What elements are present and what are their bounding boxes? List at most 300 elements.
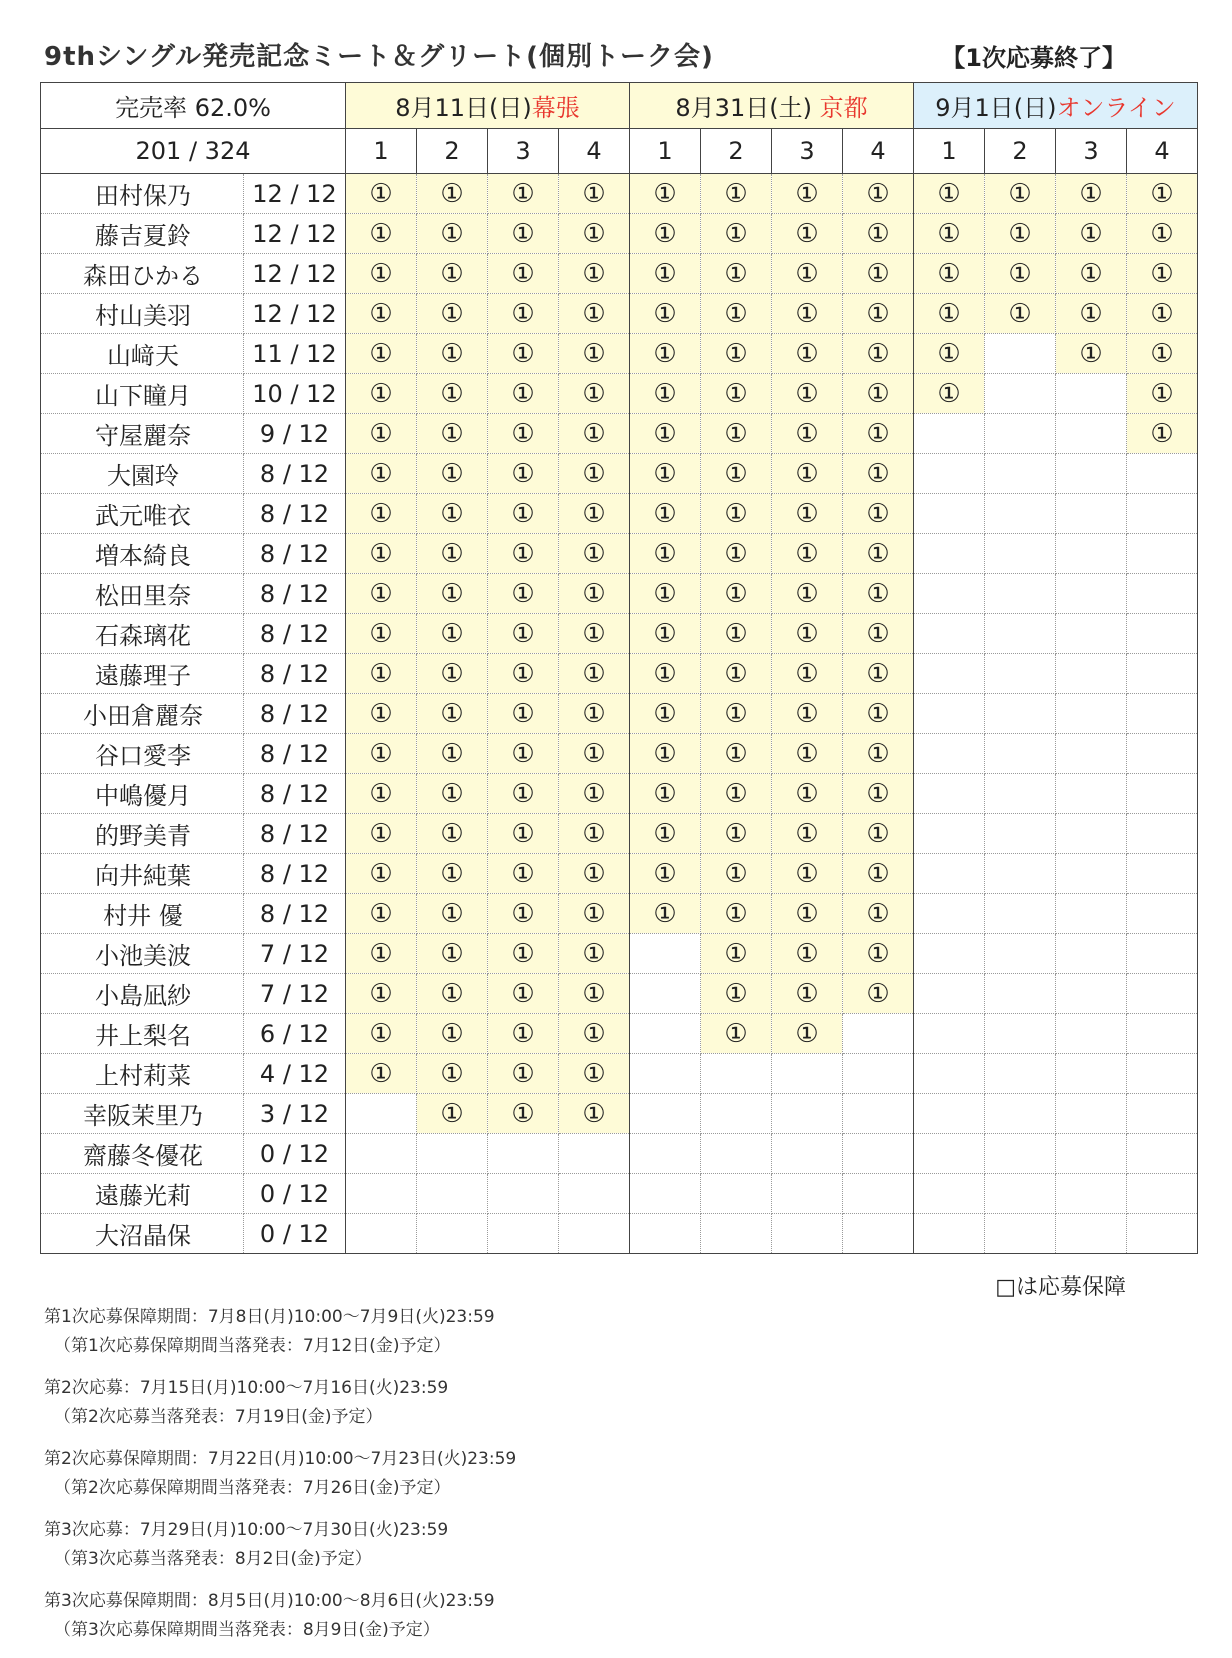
slot-cell — [772, 1174, 843, 1214]
slot-cell — [417, 1134, 488, 1174]
table-row — [41, 534, 1198, 574]
slot-cell: ① — [488, 494, 559, 534]
slot-cell: ① — [346, 334, 417, 374]
member-count: 12 / 12 — [244, 174, 346, 214]
note-announcement: （第3次応募当落発表：8月2日(金)予定） — [54, 1549, 372, 1569]
slot-cell: ① — [346, 934, 417, 974]
slot-cell: ① — [559, 934, 630, 974]
table-row — [41, 254, 1198, 294]
table-row — [41, 694, 1198, 734]
slot-cell — [914, 1214, 985, 1254]
table-row — [41, 1174, 1198, 1214]
part-label: 1 — [914, 129, 985, 174]
slot-cell — [1056, 534, 1127, 574]
slot-cell: ① — [488, 774, 559, 814]
slot-cell: ① — [346, 214, 417, 254]
table-row — [41, 574, 1198, 614]
slot-cell — [630, 1134, 701, 1174]
slot-cell — [985, 774, 1056, 814]
slot-cell — [346, 1134, 417, 1174]
slot-cell: ① — [701, 494, 772, 534]
date-text: 8月31日(土) — [675, 94, 820, 122]
slot-cell — [1127, 494, 1198, 534]
table-row — [41, 294, 1198, 334]
slot-cell — [1056, 774, 1127, 814]
slot-cell: ① — [630, 374, 701, 414]
slot-cell: ① — [488, 934, 559, 974]
slot-cell: ① — [559, 1054, 630, 1094]
member-name: 的野美青 — [41, 814, 244, 854]
slot-cell — [985, 734, 1056, 774]
slot-cell — [985, 1094, 1056, 1134]
header-row-parts — [41, 129, 1198, 174]
slot-cell: ① — [559, 534, 630, 574]
slot-cell: ① — [488, 174, 559, 214]
slot-cell: ① — [772, 654, 843, 694]
slot-cell — [843, 1054, 914, 1094]
slot-cell: ① — [417, 494, 488, 534]
slot-cell — [1056, 934, 1127, 974]
venue-text: 京都 — [819, 94, 868, 122]
date-text: 8月11日(日) — [395, 94, 532, 122]
note-period: 第3次応募：7月29日(月)10:00～7月30日(火)23:59 — [44, 1520, 449, 1540]
slot-cell: ① — [559, 214, 630, 254]
table-row — [41, 614, 1198, 654]
slot-cell: ① — [772, 334, 843, 374]
slot-cell: ① — [843, 574, 914, 614]
slot-cell: ① — [346, 1054, 417, 1094]
table-row — [41, 174, 1198, 214]
slot-cell — [985, 894, 1056, 934]
slot-cell — [914, 1134, 985, 1174]
slot-cell — [985, 1054, 1056, 1094]
member-count: 7 / 12 — [244, 934, 346, 974]
slot-cell: ① — [772, 454, 843, 494]
slot-cell — [843, 1094, 914, 1134]
slot-cell — [914, 934, 985, 974]
date-header-online — [914, 83, 1198, 129]
slot-cell: ① — [772, 374, 843, 414]
member-name: 森田ひかる — [41, 254, 244, 294]
slot-cell — [985, 494, 1056, 534]
slot-cell: ① — [1127, 334, 1198, 374]
note-announcement: （第1次応募保障期間当落発表：7月12日(金)予定） — [54, 1336, 451, 1356]
slot-cell — [1056, 1094, 1127, 1134]
slot-cell — [1056, 654, 1127, 694]
sellout-rate: 完売率 62.0% — [41, 83, 346, 129]
slot-cell: ① — [843, 414, 914, 454]
slot-cell: ① — [488, 534, 559, 574]
slot-cell: ① — [843, 654, 914, 694]
slot-cell: ① — [417, 294, 488, 334]
slot-cell — [914, 854, 985, 894]
slot-cell: ① — [559, 1014, 630, 1054]
slot-cell — [1056, 1214, 1127, 1254]
slot-cell — [630, 1094, 701, 1134]
slot-cell: ① — [417, 174, 488, 214]
slot-cell: ① — [346, 774, 417, 814]
part-label: 4 — [559, 129, 630, 174]
slot-cell: ① — [417, 1054, 488, 1094]
slot-cell — [914, 654, 985, 694]
slot-cell — [1127, 1214, 1198, 1254]
slot-cell: ① — [417, 854, 488, 894]
member-count: 11 / 12 — [244, 334, 346, 374]
slot-cell: ① — [630, 254, 701, 294]
slot-cell: ① — [772, 294, 843, 334]
slot-cell — [1127, 734, 1198, 774]
slot-cell: ① — [843, 774, 914, 814]
slot-cell: ① — [1056, 174, 1127, 214]
slot-cell: ① — [488, 254, 559, 294]
slot-cell: ① — [772, 574, 843, 614]
note-block — [44, 1516, 516, 1574]
slot-cell — [701, 1094, 772, 1134]
slot-cell: ① — [985, 174, 1056, 214]
slot-cell: ① — [1127, 254, 1198, 294]
member-count: 12 / 12 — [244, 254, 346, 294]
slot-cell: ① — [417, 734, 488, 774]
member-name: 守屋麗奈 — [41, 414, 244, 454]
member-name: 齋藤冬優花 — [41, 1134, 244, 1174]
member-name: 大沼晶保 — [41, 1214, 244, 1254]
slot-cell: ① — [843, 174, 914, 214]
slot-cell: ① — [488, 734, 559, 774]
table-row — [41, 374, 1198, 414]
slot-cell — [630, 1214, 701, 1254]
table-row — [41, 974, 1198, 1014]
slot-cell: ① — [772, 494, 843, 534]
slot-cell — [914, 894, 985, 934]
note-period: 第2次応募保障期間：7月22日(月)10:00～7月23日(火)23:59 — [44, 1449, 517, 1469]
slot-cell — [701, 1134, 772, 1174]
slot-cell: ① — [843, 294, 914, 334]
slot-cell: ① — [630, 334, 701, 374]
slot-cell: ① — [843, 694, 914, 734]
note-block — [44, 1303, 516, 1361]
table-row — [41, 854, 1198, 894]
slot-cell — [914, 974, 985, 1014]
slot-cell: ① — [914, 334, 985, 374]
table-row — [41, 934, 1198, 974]
slot-cell: ① — [843, 734, 914, 774]
page-title: 9thシングル発売記念ミート＆グリート(個別トーク会) — [44, 42, 714, 72]
member-count: 8 / 12 — [244, 734, 346, 774]
slot-cell — [914, 414, 985, 454]
slot-cell: ① — [914, 214, 985, 254]
note-announcement: （第2次応募当落発表：7月19日(金)予定） — [54, 1407, 383, 1427]
slot-cell: ① — [630, 534, 701, 574]
slot-cell: ① — [701, 414, 772, 454]
slot-cell: ① — [772, 1014, 843, 1054]
slot-cell: ① — [346, 174, 417, 214]
table-row — [41, 334, 1198, 374]
slot-cell: ① — [1127, 214, 1198, 254]
member-count: 8 / 12 — [244, 534, 346, 574]
slot-cell — [985, 694, 1056, 734]
slot-cell — [914, 1174, 985, 1214]
slot-cell — [985, 974, 1056, 1014]
slot-cell: ① — [346, 694, 417, 734]
slot-cell — [914, 614, 985, 654]
member-name: 井上梨名 — [41, 1014, 244, 1054]
slot-cell: ① — [346, 294, 417, 334]
slot-cell: ① — [417, 374, 488, 414]
slot-cell: ① — [346, 854, 417, 894]
slot-cell: ① — [1127, 374, 1198, 414]
slot-cell: ① — [630, 614, 701, 654]
note-announcement: （第2次応募保障期間当落発表：7月26日(金)予定） — [54, 1478, 451, 1498]
slot-cell — [985, 934, 1056, 974]
slot-cell — [914, 694, 985, 734]
slot-cell: ① — [701, 654, 772, 694]
slot-cell — [985, 654, 1056, 694]
slot-cell — [914, 1014, 985, 1054]
member-count: 8 / 12 — [244, 574, 346, 614]
member-count: 12 / 12 — [244, 214, 346, 254]
slot-cell: ① — [701, 1014, 772, 1054]
slot-cell: ① — [843, 934, 914, 974]
slot-cell: ① — [701, 454, 772, 494]
slot-cell: ① — [1127, 414, 1198, 454]
part-label: 2 — [701, 129, 772, 174]
slot-cell: ① — [559, 494, 630, 534]
member-name: 山下瞳月 — [41, 374, 244, 414]
slot-cell — [701, 1214, 772, 1254]
member-name: 小島凪紗 — [41, 974, 244, 1014]
slot-cell: ① — [914, 374, 985, 414]
member-count: 8 / 12 — [244, 814, 346, 854]
slot-cell: ① — [772, 614, 843, 654]
member-count: 8 / 12 — [244, 894, 346, 934]
slot-cell: ① — [346, 494, 417, 534]
table-row — [41, 814, 1198, 854]
slot-cell — [914, 574, 985, 614]
slot-cell — [630, 1174, 701, 1214]
slot-cell — [630, 934, 701, 974]
member-name: 向井純葉 — [41, 854, 244, 894]
note-period: 第1次応募保障期間：7月8日(月)10:00～7月9日(火)23:59 — [44, 1307, 495, 1327]
slot-cell — [985, 1174, 1056, 1214]
slot-cell: ① — [417, 454, 488, 494]
slot-cell — [417, 1214, 488, 1254]
slot-cell: ① — [772, 734, 843, 774]
slot-cell: ① — [559, 574, 630, 614]
part-label: 4 — [843, 129, 914, 174]
slot-cell — [843, 1214, 914, 1254]
slot-cell: ① — [488, 1094, 559, 1134]
slot-cell: ① — [417, 694, 488, 734]
slot-cell — [1127, 974, 1198, 1014]
note-period: 第2次応募：7月15日(月)10:00～7月16日(火)23:59 — [44, 1378, 449, 1398]
slot-cell — [1056, 854, 1127, 894]
slot-cell — [843, 1134, 914, 1174]
table-row — [41, 414, 1198, 454]
table-row — [41, 734, 1198, 774]
table-row — [41, 654, 1198, 694]
slot-cell: ① — [701, 774, 772, 814]
slot-cell: ① — [701, 614, 772, 654]
note-block — [44, 1445, 516, 1503]
slot-cell: ① — [914, 174, 985, 214]
slot-cell — [914, 734, 985, 774]
member-count: 8 / 12 — [244, 614, 346, 654]
member-name: 村井 優 — [41, 894, 244, 934]
slot-cell: ① — [914, 254, 985, 294]
slot-cell: ① — [488, 614, 559, 654]
slot-cell — [1127, 894, 1198, 934]
slot-cell — [985, 1134, 1056, 1174]
slot-cell: ① — [346, 734, 417, 774]
slot-cell: ① — [701, 934, 772, 974]
slot-cell — [488, 1214, 559, 1254]
slot-cell: ① — [985, 294, 1056, 334]
slot-cell — [630, 974, 701, 1014]
slot-cell: ① — [417, 574, 488, 614]
slot-cell — [1127, 934, 1198, 974]
slot-cell — [1127, 1014, 1198, 1054]
slot-cell: ① — [346, 414, 417, 454]
slot-cell — [1056, 814, 1127, 854]
member-name: 遠藤理子 — [41, 654, 244, 694]
slot-cell: ① — [772, 694, 843, 734]
slot-cell: ① — [559, 694, 630, 734]
slot-cell — [346, 1094, 417, 1134]
slot-cell: ① — [772, 254, 843, 294]
slot-cell — [346, 1174, 417, 1214]
slot-cell: ① — [985, 214, 1056, 254]
slot-cell: ① — [559, 254, 630, 294]
slot-cell: ① — [417, 774, 488, 814]
slot-cell: ① — [843, 974, 914, 1014]
slot-cell — [1056, 614, 1127, 654]
part-label: 2 — [417, 129, 488, 174]
slot-cell — [985, 414, 1056, 454]
slot-cell — [1056, 1014, 1127, 1054]
slot-cell: ① — [772, 414, 843, 454]
slot-cell: ① — [346, 614, 417, 654]
slot-cell: ① — [843, 894, 914, 934]
slot-cell: ① — [559, 374, 630, 414]
slot-cell: ① — [630, 854, 701, 894]
slot-cell — [985, 1014, 1056, 1054]
slot-cell — [417, 1174, 488, 1214]
part-label: 2 — [985, 129, 1056, 174]
slot-cell — [559, 1134, 630, 1174]
slot-cell: ① — [417, 654, 488, 694]
slot-cell: ① — [417, 254, 488, 294]
slot-cell: ① — [346, 894, 417, 934]
slot-cell: ① — [843, 374, 914, 414]
slot-cell — [843, 1174, 914, 1214]
member-count: 8 / 12 — [244, 694, 346, 734]
member-count: 3 / 12 — [244, 1094, 346, 1134]
slot-cell: ① — [630, 894, 701, 934]
slot-cell: ① — [417, 1094, 488, 1134]
slot-cell — [1127, 614, 1198, 654]
slot-cell — [772, 1134, 843, 1174]
slot-cell: ① — [417, 414, 488, 454]
slot-cell: ① — [843, 334, 914, 374]
slot-cell — [914, 774, 985, 814]
slot-cell — [1127, 854, 1198, 894]
venue-text: オンライン — [1056, 94, 1176, 122]
part-label: 3 — [772, 129, 843, 174]
slot-cell: ① — [488, 334, 559, 374]
slot-cell — [1127, 654, 1198, 694]
slot-cell: ① — [772, 894, 843, 934]
slot-cell — [985, 534, 1056, 574]
slot-cell: ① — [701, 574, 772, 614]
member-name: 増本綺良 — [41, 534, 244, 574]
slot-cell: ① — [843, 854, 914, 894]
slot-cell: ① — [1056, 254, 1127, 294]
slot-cell: ① — [488, 974, 559, 1014]
slot-cell: ① — [559, 854, 630, 894]
member-name: 上村莉菜 — [41, 1054, 244, 1094]
date-header-makuhari — [346, 83, 630, 129]
member-name: 谷口愛李 — [41, 734, 244, 774]
slot-cell — [985, 334, 1056, 374]
member-count: 10 / 12 — [244, 374, 346, 414]
slot-cell: ① — [488, 1014, 559, 1054]
member-name: 藤吉夏鈴 — [41, 214, 244, 254]
slot-cell — [1056, 414, 1127, 454]
member-name: 村山美羽 — [41, 294, 244, 334]
slot-cell: ① — [1056, 334, 1127, 374]
slot-cell: ① — [843, 814, 914, 854]
part-label: 4 — [1127, 129, 1198, 174]
member-count: 0 / 12 — [244, 1174, 346, 1214]
slot-cell: ① — [559, 414, 630, 454]
member-count: 8 / 12 — [244, 494, 346, 534]
slot-cell — [985, 854, 1056, 894]
slot-cell — [772, 1214, 843, 1254]
slot-cell: ① — [346, 574, 417, 614]
slot-cell: ① — [488, 454, 559, 494]
slot-cell — [559, 1174, 630, 1214]
slot-cell — [1127, 574, 1198, 614]
table-row — [41, 774, 1198, 814]
slot-cell — [985, 454, 1056, 494]
table-row — [41, 214, 1198, 254]
slot-cell — [914, 1094, 985, 1134]
member-count: 4 / 12 — [244, 1054, 346, 1094]
member-count: 6 / 12 — [244, 1014, 346, 1054]
slot-cell: ① — [417, 974, 488, 1014]
member-count: 7 / 12 — [244, 974, 346, 1014]
slot-cell: ① — [701, 374, 772, 414]
slot-cell: ① — [488, 414, 559, 454]
venue-text: 幕張 — [531, 94, 580, 122]
part-label: 3 — [488, 129, 559, 174]
slot-cell — [1127, 1134, 1198, 1174]
slot-cell: ① — [1056, 214, 1127, 254]
member-count: 0 / 12 — [244, 1214, 346, 1254]
member-name: 小池美波 — [41, 934, 244, 974]
slot-cell: ① — [559, 174, 630, 214]
slot-cell — [1056, 1054, 1127, 1094]
slot-cell — [1127, 694, 1198, 734]
slot-cell — [1127, 534, 1198, 574]
slot-cell — [1127, 454, 1198, 494]
status-label: 【1次応募終了】 — [941, 44, 1126, 72]
slot-cell: ① — [914, 294, 985, 334]
slot-cell: ① — [1127, 294, 1198, 334]
slot-cell: ① — [559, 454, 630, 494]
slot-cell: ① — [559, 294, 630, 334]
member-name: 遠藤光莉 — [41, 1174, 244, 1214]
